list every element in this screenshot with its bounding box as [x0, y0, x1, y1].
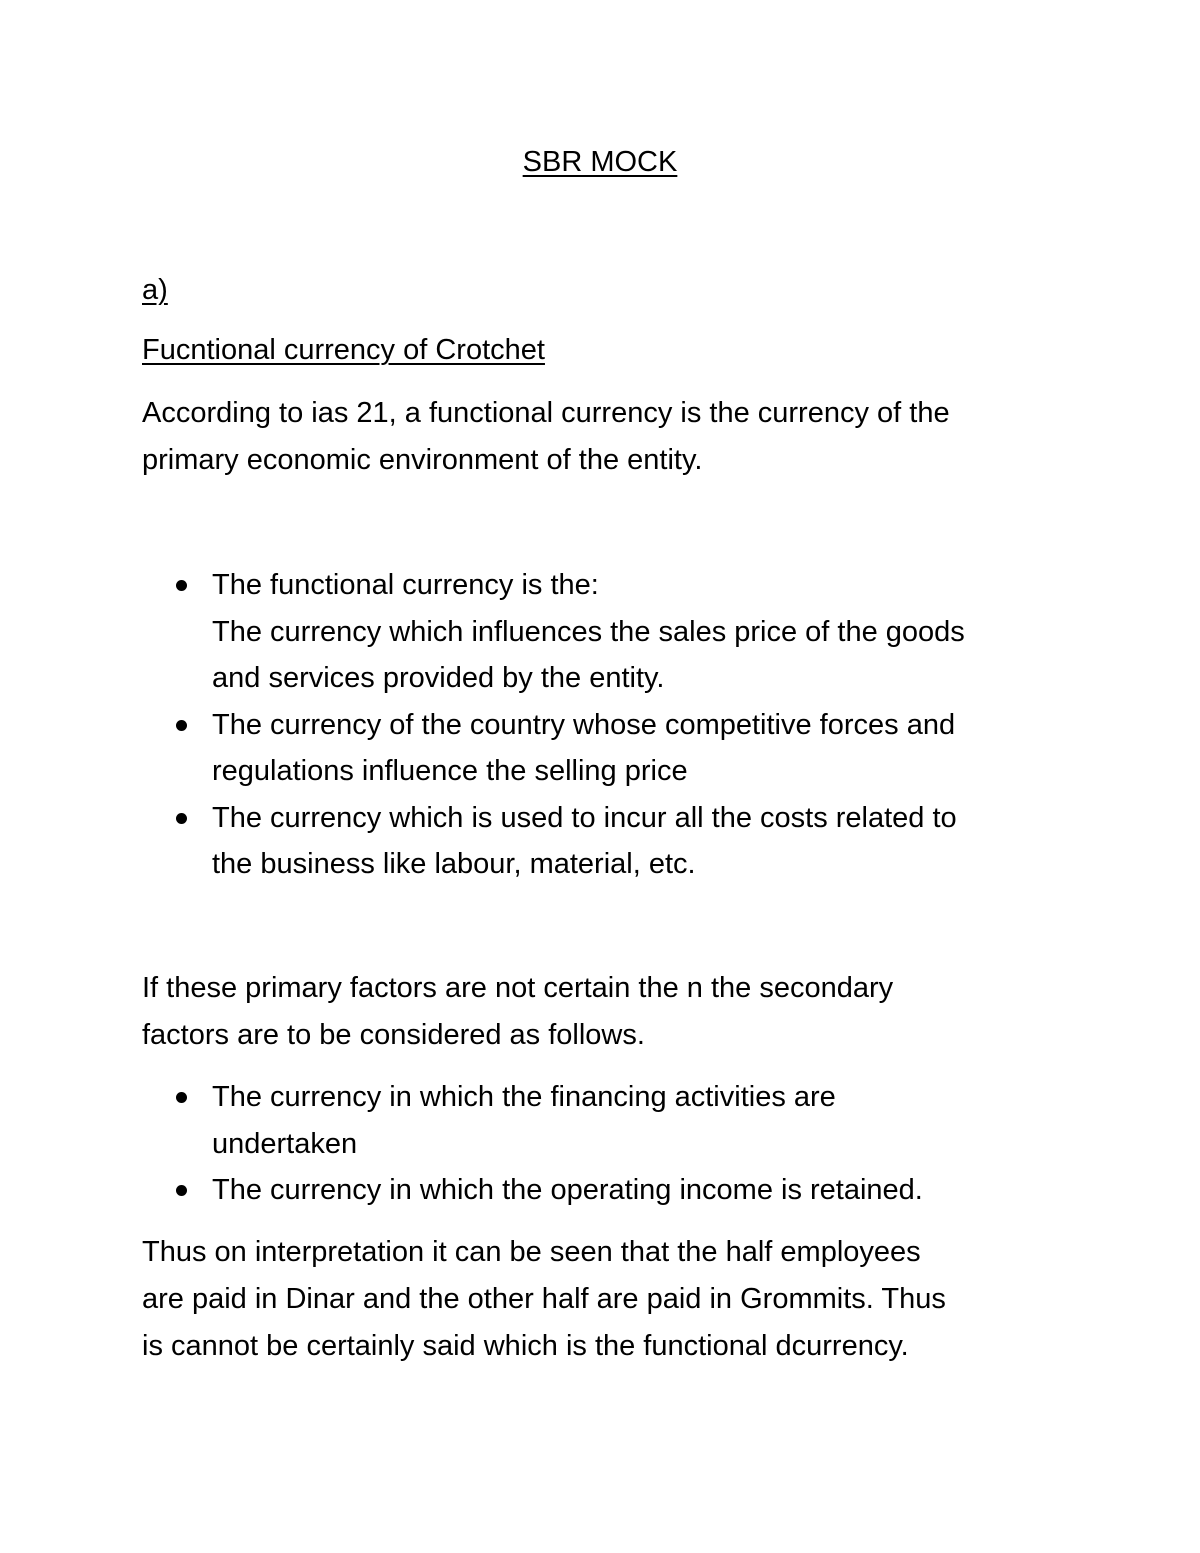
bullet-icon: [176, 720, 187, 731]
document-title: SBR MOCK: [522, 146, 678, 178]
list-item-text: undertaken: [212, 1127, 358, 1160]
secondary-intro-paragraph: [142, 965, 1062, 1059]
conclusion-line: Thus on interpretation it can be seen that the half employees: [142, 1236, 921, 1268]
bullet-icon: [176, 1185, 187, 1196]
secondary-intro-line: If these primary factors are not certain the n the secondary: [142, 972, 894, 1004]
bullet-icon: [176, 580, 187, 591]
conclusion-line: is cannot be certainly said which is the functional dcurrency.: [142, 1330, 909, 1362]
list-item: [142, 795, 1062, 888]
conclusion-paragraph: [142, 1229, 1062, 1370]
list-item: [142, 562, 1062, 702]
list-item-text: The currency which influences the sales price of the goods: [212, 615, 965, 648]
list-item-text: and services provided by the entity.: [212, 662, 665, 694]
section-label: a): [142, 274, 168, 306]
list-item-text: The currency of the country whose competitive forces and: [212, 708, 956, 741]
intro-paragraph: [142, 390, 1062, 484]
bullet-icon: [176, 1092, 187, 1103]
list-item-text: The functional currency is the:: [212, 569, 599, 601]
conclusion-line: are paid in Dinar and the other half are paid in Grommits. Thus: [142, 1283, 946, 1315]
intro-line: According to ias 21, a functional currency is the currency of the: [142, 397, 950, 429]
intro-line: primary economic environment of the entity.: [142, 444, 703, 476]
bullet-icon: [176, 813, 187, 824]
list-item-text: regulations influence the selling price: [212, 755, 688, 787]
secondary-intro-line: factors are to be considered as follows.: [142, 1019, 645, 1051]
subheading: Fucntional currency of Crotchet: [142, 334, 545, 366]
list-item-text: The currency in which the operating income is retained.: [212, 1174, 923, 1206]
list-item-text: The currency in which the financing activities are: [212, 1081, 836, 1113]
list-item: [142, 702, 1062, 795]
list-item: [142, 1074, 1062, 1167]
secondary-factors-list: [142, 1074, 1062, 1214]
list-item-text: The currency which is used to incur all the costs related to: [212, 801, 957, 834]
list-item-text: the business like labour, material, etc.: [212, 848, 696, 880]
list-item: [142, 1167, 1062, 1214]
primary-factors-list: [142, 562, 1062, 888]
